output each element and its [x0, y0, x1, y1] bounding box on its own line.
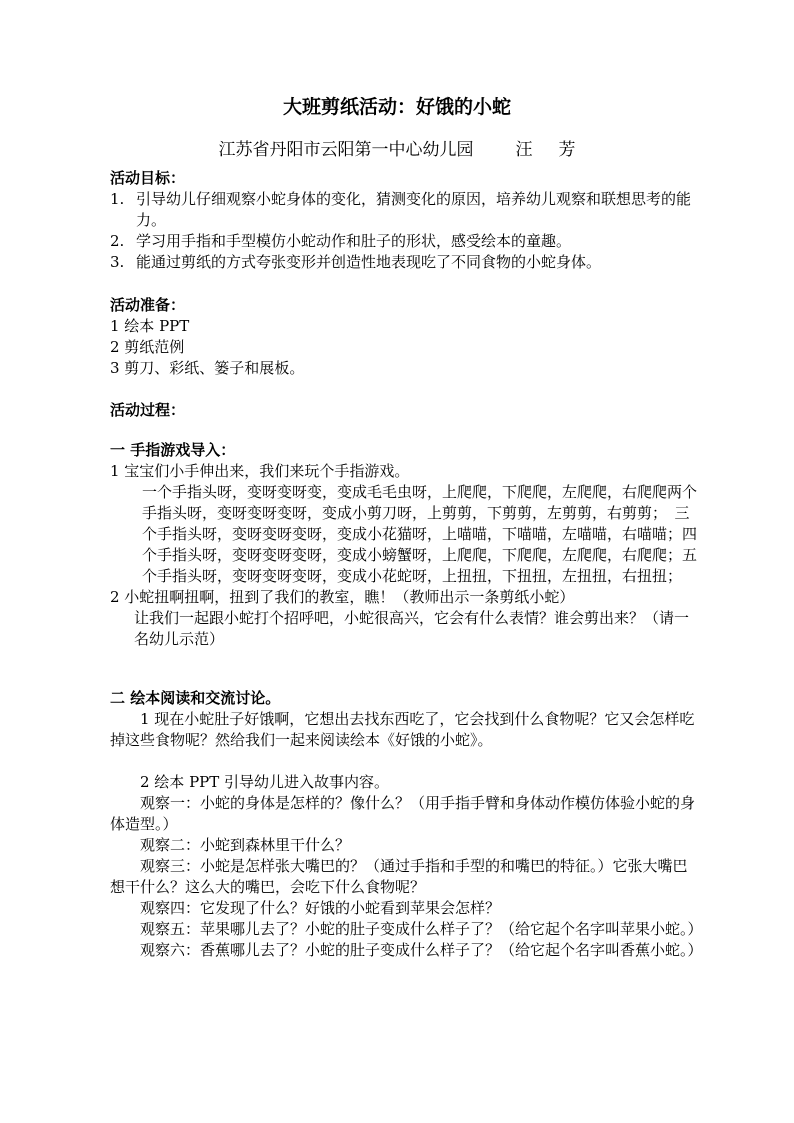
observation-item: 观察四：它发现了什么？好饿的小蛇看到苹果会怎样？ [140, 899, 501, 917]
prep-item: 2 剪纸范例 [110, 338, 185, 356]
process-heading [110, 400, 700, 421]
observation-item: 观察五：苹果哪儿去了？小蛇的肚子变成什么样子了？（给它起个名字叫苹果小蛇。） [140, 920, 703, 938]
document-title: 大班剪纸活动：好饿的小蛇 [282, 96, 511, 118]
part2-heading: 二 绘本阅读和交流讨论。 [110, 689, 281, 707]
part2-para-1: 1 现在小蛇肚子好饿啊，它想出去找东西吃了，它会找到什么食物呢？它又会怎样吃掉这些食物呢？然给我们一起来阅读绘本《好饿的小蛇》。 [110, 710, 695, 749]
goal-number: 3. [110, 253, 125, 271]
goals-section [110, 168, 700, 273]
prep-heading: 活动准备： [110, 296, 186, 314]
observation-item: 观察六：香蕉哪儿去了？小蛇的肚子变成什么样子了？（给它起个名字叫香蕉小蛇。） [140, 941, 703, 959]
part1-step1: 1 宝宝们小手伸出来，我们来玩个手指游戏。 [110, 462, 410, 480]
goal-text: 引导幼儿仔细观察小蛇身体的变化，猜测变化的原因，培养幼儿观察和联想思考的能力。 [136, 190, 692, 229]
process-heading-text: 活动过程： [110, 401, 186, 419]
author-name-2: 芳 [558, 140, 576, 160]
part1-heading: 一 手指游戏导入： [110, 441, 236, 459]
author-school: 江苏省丹阳市云阳第一中心幼儿园 [218, 140, 474, 160]
prep-item: 1 绘本 PPT [110, 317, 190, 335]
author-name-1: 汪 [515, 140, 533, 160]
part2-para-2: 2 绘本 PPT 引导幼儿进入故事内容。 [140, 773, 390, 791]
observation-item: 观察三：小蛇是怎样张大嘴巴的？（通过手指和手型的和嘴巴的特征。）它张大嘴巴想干什么？这么大的嘴巴，会吃下什么食物呢？ [110, 857, 688, 896]
goal-number: 2. [110, 232, 125, 250]
part1-step2-detail: 让我们一起跟小蛇打个招呼吧，小蛇很高兴，它会有什么表情？谁会剪出来？（请一名幼儿示范） [134, 609, 690, 648]
part1-step2: 2 小蛇扭啊扭啊，扭到了我们的教室，瞧！（教师出示一条剪纸小蛇） [110, 588, 575, 606]
goal-item [110, 231, 700, 252]
goal-text: 能通过剪纸的方式夸张变形并创造性地表现吃了不同食物的小蛇身体。 [136, 253, 602, 271]
finger-rhyme: 一个手指头呀，变呀变呀变，变成毛毛虫呀，上爬爬，下爬爬，左爬爬，右爬爬两个手指头呀，变呀变呀变呀，变成小剪刀呀，上剪剪，下剪剪，左剪剪，右剪剪； 三个手指头呀，变呀变呀变呀，变成小花猫呀，上喵喵，下喵喵，左喵喵，右喵喵；四个手指头呀，变呀变呀变呀，变成小螃蟹呀，上爬爬，下爬爬，左爬爬，右爬爬；五个手指头呀，变呀变呀变呀，变成小花蛇呀，上扭扭，下扭扭，左扭扭，右扭扭； [142, 483, 698, 585]
author-line [0, 138, 794, 162]
part2-section [110, 688, 700, 751]
observation-item: 观察二：小蛇到森林里干什么？ [140, 836, 351, 854]
goal-text: 学习用手指和手型模仿小蛇动作和肚子的形状，感受绘本的童趣。 [136, 232, 572, 250]
goals-heading: 活动目标： [110, 169, 186, 187]
goal-item [110, 189, 700, 231]
prep-section [110, 295, 700, 379]
goal-item [110, 252, 700, 273]
observation-item: 观察一：小蛇的身体是怎样的？像什么？（用手指手臂和身体动作模仿体验小蛇的身体造型。） [110, 794, 696, 833]
goal-number: 1. [110, 190, 125, 208]
part1-section [110, 440, 700, 650]
part2-observations [110, 772, 703, 961]
prep-item: 3 剪刀、彩纸、篓子和展板。 [110, 359, 305, 377]
